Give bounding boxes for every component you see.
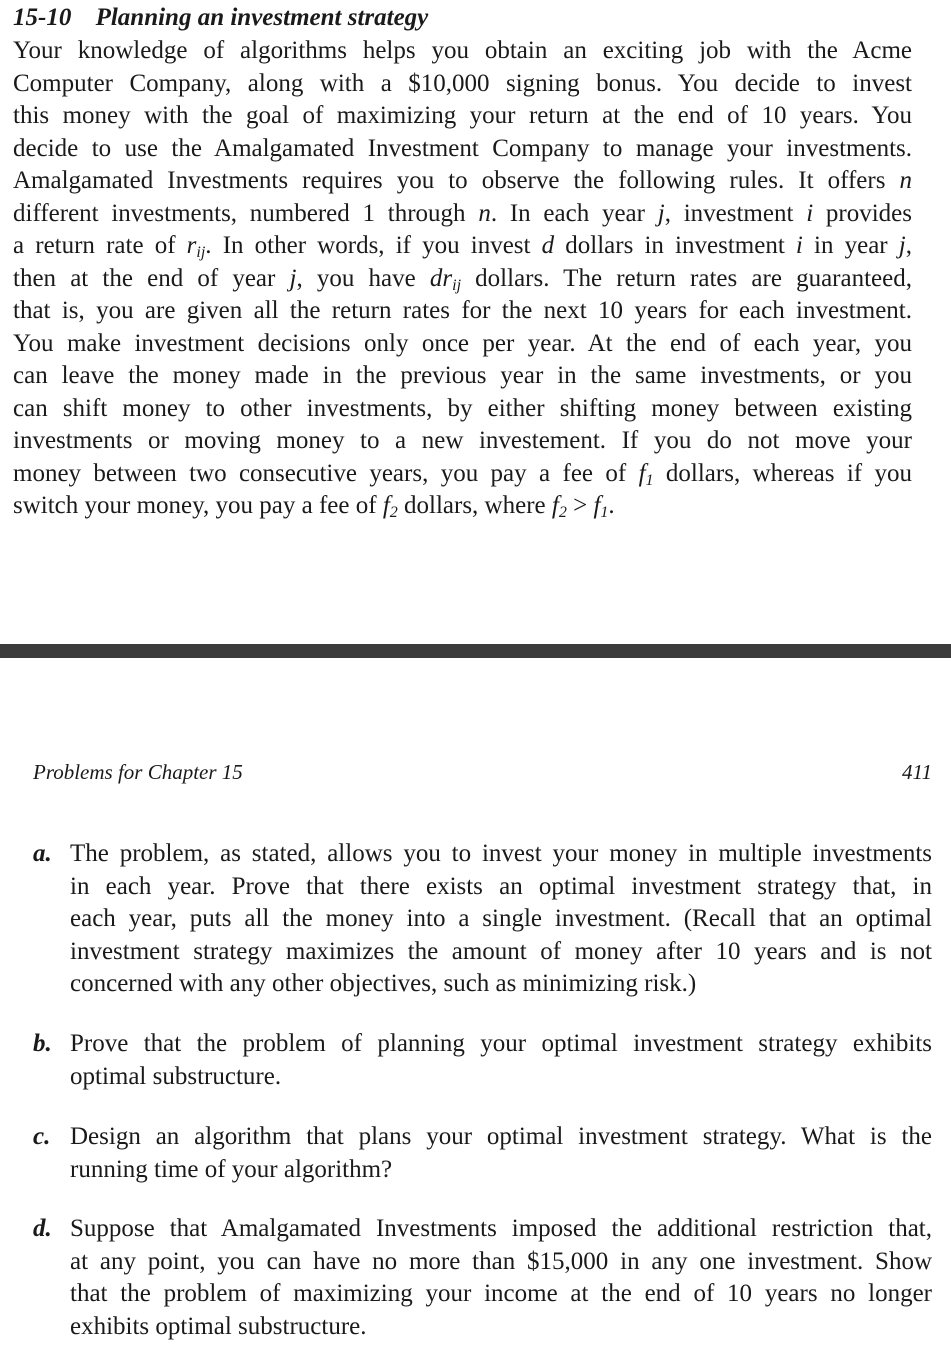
math-subscript-1: 1 xyxy=(600,504,609,521)
text: then at the end of year xyxy=(13,264,290,292)
math-n: n xyxy=(899,167,912,194)
part-line: Design an algorithm that plans your optimal investment strategy. What is the xyxy=(70,1123,932,1150)
part-line: at any point, you can have no more than $15,000 in any one investment. Show xyxy=(70,1247,932,1275)
statement-line xyxy=(13,165,912,198)
text: different investments, numbered 1 through xyxy=(13,199,479,227)
math-n: n xyxy=(478,199,491,227)
math-d: d xyxy=(541,232,555,259)
math-r: r xyxy=(186,232,197,259)
part-line: that the problem of maximizing your income at the end of 10 years no longer xyxy=(70,1280,932,1307)
problem-statement xyxy=(13,35,912,523)
part-line: running time of your algorithm? xyxy=(70,1155,393,1183)
statement-line: that is, you are given all the return rates for the next 10 years for each investment. xyxy=(13,297,912,324)
statement-line xyxy=(13,230,912,263)
part-label: b. xyxy=(33,1030,52,1057)
part-label: a. xyxy=(33,840,52,867)
part-d xyxy=(33,1213,932,1343)
text: money between two consecutive years, you pay a fee of xyxy=(13,459,639,487)
statement-line: decide to use the Amalgamated Investment Company to manage your investments. xyxy=(13,134,912,162)
text: , xyxy=(905,232,912,259)
math-f: f xyxy=(593,492,601,519)
part-line: exhibits optimal substructure. xyxy=(70,1312,367,1340)
part-line: each year, puts all the money into a single investment. (Recall that an optimal xyxy=(70,905,932,932)
math-subscript-2: 2 xyxy=(558,504,567,521)
part-c xyxy=(33,1121,932,1186)
statement-line xyxy=(13,490,912,523)
math-j: j xyxy=(289,264,297,292)
statement-line: Your knowledge of algorithms helps you obtain an exciting job with the Acme xyxy=(13,37,912,64)
math-subscript-ij: ij xyxy=(196,244,206,261)
problem-title-text: Planning an investment strategy xyxy=(95,4,429,31)
part-b xyxy=(33,1028,932,1093)
part-line: Prove that the problem of planning your optimal investment strategy exhibits xyxy=(70,1030,932,1057)
math-d: d xyxy=(429,264,443,292)
part-line: Suppose that Amalgamated Investments imposed the additional restriction that, xyxy=(70,1215,932,1242)
page-number: 411 xyxy=(902,760,932,784)
statement-line: Computer Company, along with a $10,000 signing bonus. You decide to invest xyxy=(13,69,912,97)
text: a return rate of xyxy=(13,232,187,259)
text: dollars. The return rates are guaranteed, xyxy=(461,264,912,292)
text: > xyxy=(566,492,594,519)
text: . In each year xyxy=(490,199,658,227)
part-line: investment strategy maximizes the amount of money after 10 years and is not xyxy=(70,937,932,965)
part-a xyxy=(33,838,932,1001)
page-divider xyxy=(0,644,951,658)
text: Amalgamated Investments requires you to observe the following rules. It offers xyxy=(13,167,900,194)
text: , investment xyxy=(664,199,807,227)
text: . xyxy=(608,492,615,519)
math-subscript-1: 1 xyxy=(645,471,654,489)
running-head xyxy=(33,757,932,787)
text: in year xyxy=(802,232,899,259)
math-j: j xyxy=(898,232,906,259)
part-line: in each year. Prove that there exists an optimal investment strategy that, in xyxy=(70,872,932,900)
statement-line: this money with the goal of maximizing your return at the end of 10 years. You xyxy=(13,102,912,129)
statement-line xyxy=(13,198,912,231)
problem-number: 15-10 xyxy=(13,4,72,31)
math-i: i xyxy=(795,232,803,259)
math-f: f xyxy=(382,492,390,519)
statement-line xyxy=(13,458,912,491)
text: . In other words, if you invest xyxy=(205,232,542,259)
math-r: r xyxy=(442,264,453,292)
part-label: c. xyxy=(33,1123,51,1150)
statement-line: You make investment decisions only once per year. At the end of each year, you xyxy=(13,329,912,357)
part-label: d. xyxy=(33,1215,52,1242)
text: dollars, where xyxy=(397,492,552,519)
text: provides xyxy=(813,199,912,227)
problem-title xyxy=(13,2,428,34)
statement-line: can shift money to other investments, by either shifting money between existing xyxy=(13,394,912,422)
statement-line xyxy=(13,263,912,296)
text: , you have xyxy=(296,264,430,292)
math-subscript-2: 2 xyxy=(389,504,398,521)
text: switch your money, you pay a fee of xyxy=(13,492,383,519)
text: dollars in investment xyxy=(554,232,796,259)
statement-line: investments or moving money to a new investement. If you do not move your xyxy=(13,427,912,454)
math-subscript-ij: ij xyxy=(452,276,462,294)
running-head-title: Problems for Chapter 15 xyxy=(33,760,243,784)
math-f: f xyxy=(551,492,559,519)
part-line: The problem, as stated, allows you to invest your money in multiple investments xyxy=(70,840,932,867)
math-j: j xyxy=(657,199,665,227)
part-line: optimal substructure. xyxy=(70,1062,282,1090)
math-f: f xyxy=(638,459,646,487)
text: dollars, whereas if you xyxy=(653,459,912,487)
statement-line: can leave the money made in the previous year in the same investments, or you xyxy=(13,362,912,389)
part-line: concerned with any other objectives, such as minimizing risk.) xyxy=(70,970,697,997)
math-i: i xyxy=(806,199,814,227)
